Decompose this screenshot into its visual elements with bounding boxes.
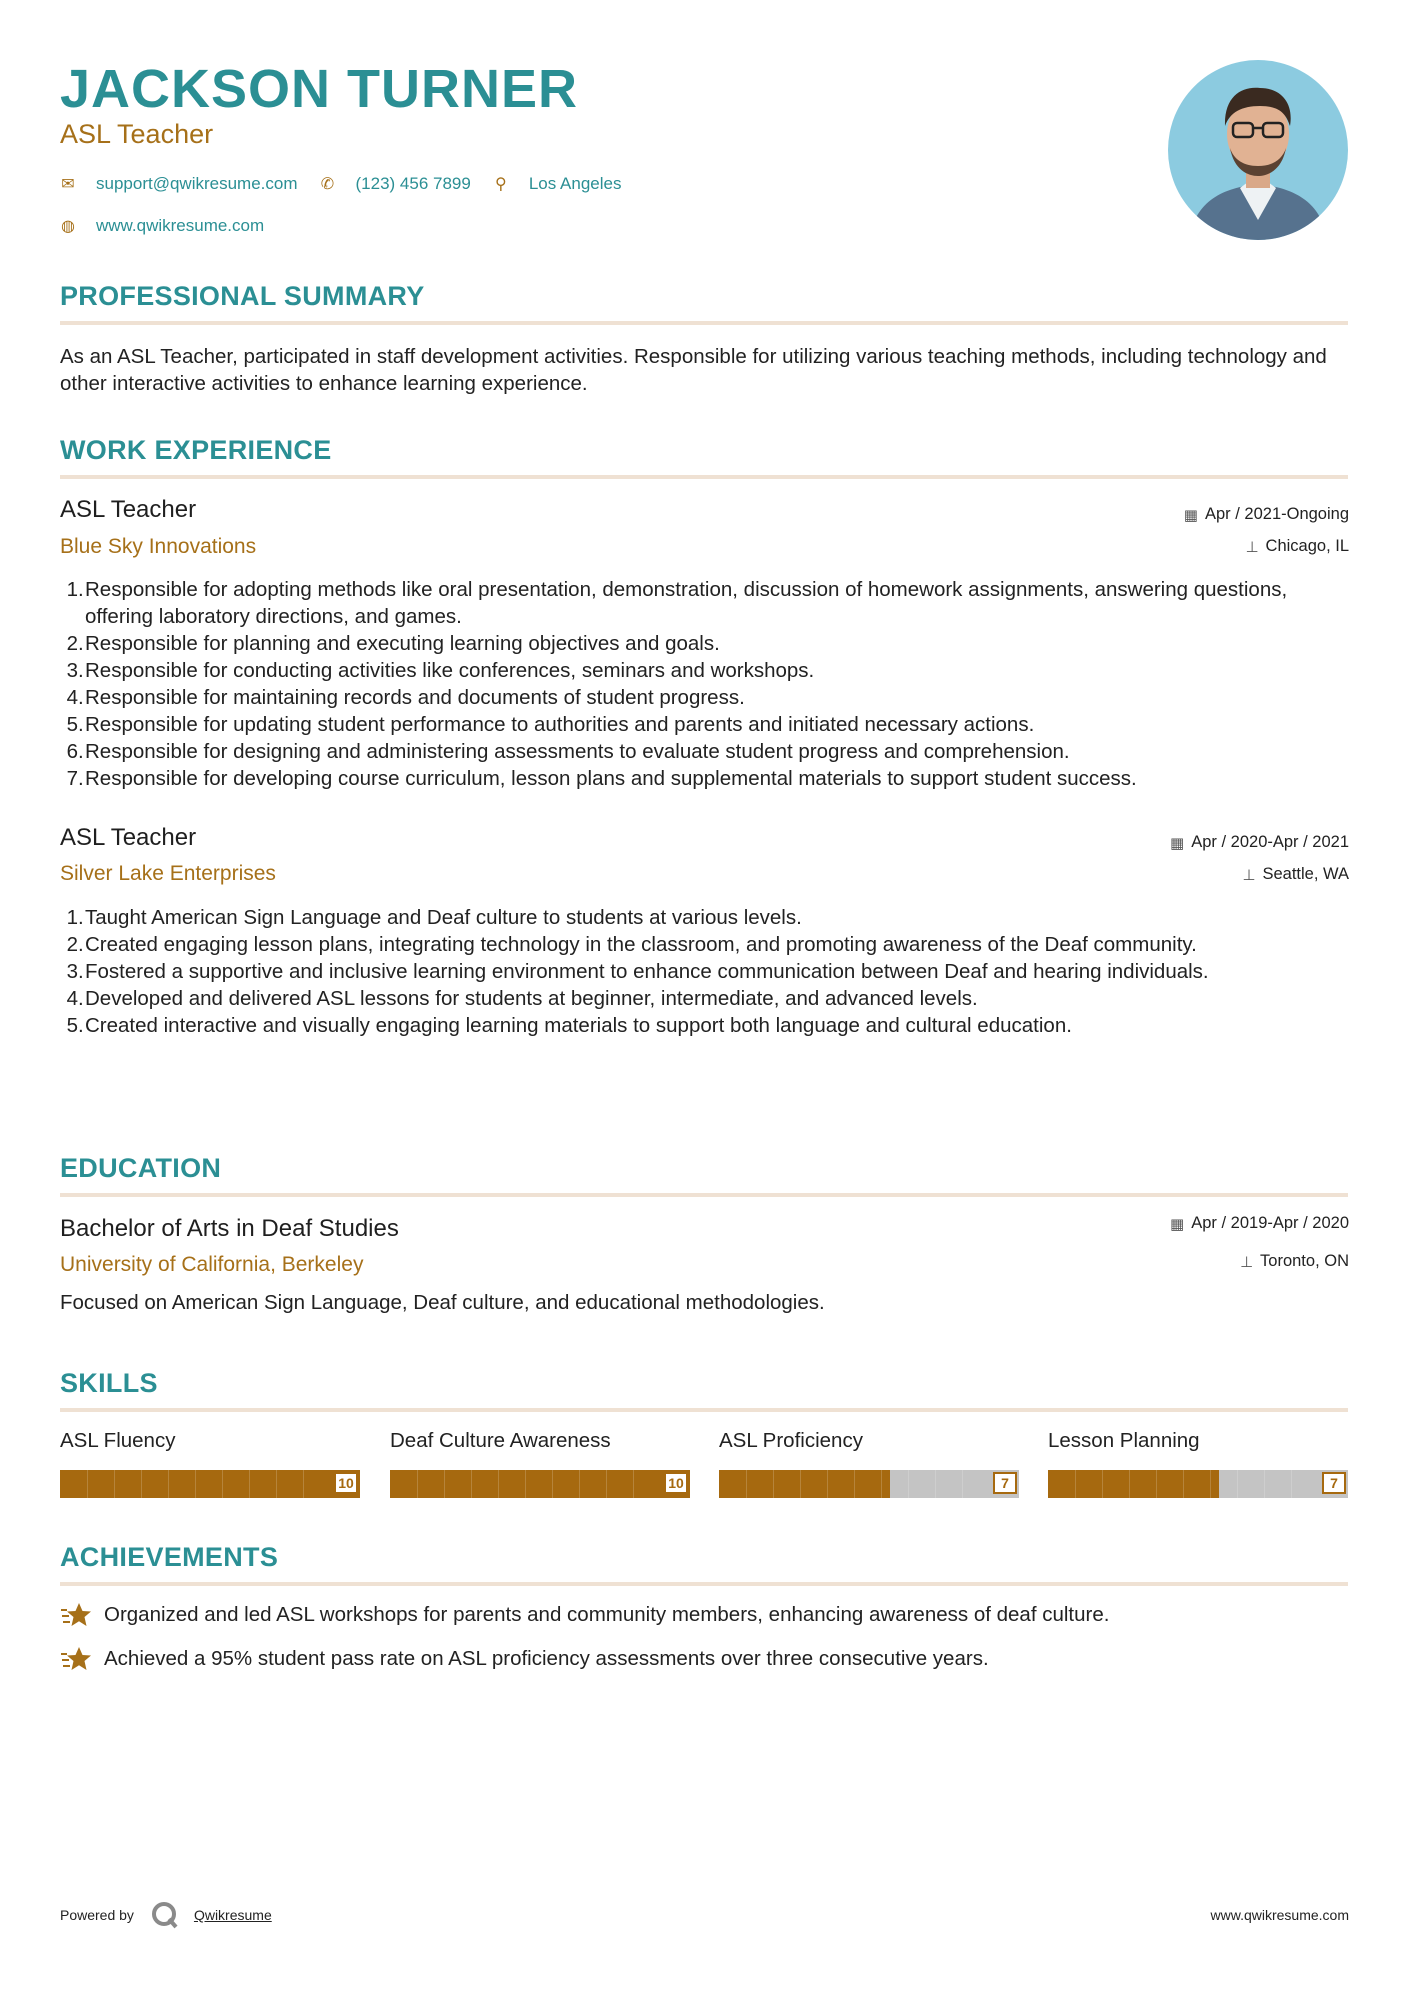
achievements-divider (60, 1582, 1348, 1586)
experience-heading: WORK EXPERIENCE (60, 435, 332, 465)
list-item: 5 . Created interactive and visually engaging learning materials to support both language and cultural education. (66, 1014, 1072, 1037)
skill-bar-segment (1237, 1470, 1238, 1498)
globe-icon: ◍ (61, 218, 75, 235)
job-location (1242, 865, 1349, 884)
skill-item (1048, 1426, 1348, 1498)
list-item: 6 . Responsible for designing and administering assessments to evaluate student progress and comprehension. (66, 740, 1070, 763)
list-item: 3 . Responsible for conducting activities like conferences, seminars and workshops. (66, 659, 815, 682)
list-item: 3 . Fostered a supportive and inclusive learning environment to enhance communication between Deaf and hearing individuals. (66, 960, 1209, 983)
job-date-text: Apr / 2020-Apr / 2021 (1191, 833, 1349, 851)
skill-bar-segment (1156, 1470, 1157, 1498)
skill-item (719, 1426, 1019, 1498)
skill-bar-segment (87, 1470, 88, 1498)
skill-bar-segment (276, 1470, 277, 1498)
skill-bar-segment (1183, 1470, 1184, 1498)
calendar-icon: ▦ (1170, 834, 1185, 852)
skill-name: Deaf Culture Awareness (390, 1429, 611, 1452)
school-name: University of California, Berkeley (60, 1253, 364, 1276)
education-divider (60, 1193, 1348, 1197)
skill-bar-segment (633, 1470, 634, 1498)
achievements-heading: ACHIEVEMENTS (60, 1542, 279, 1572)
list-item: 4 . Developed and delivered ASL lessons for students at beginner, intermediate, and advanced levels. (66, 987, 978, 1010)
skill-name: ASL Fluency (60, 1429, 176, 1452)
phone-text[interactable]: (123) 456 7899 (355, 174, 471, 193)
experience-divider (60, 475, 1348, 479)
skill-bar-segment (1210, 1470, 1211, 1498)
skill-bar-fill (719, 1470, 890, 1498)
summary-heading: PROFESSIONAL SUMMARY (60, 281, 425, 311)
skill-bar-segment (1102, 1470, 1103, 1498)
pushpin-icon: ⊥ (1239, 1253, 1254, 1271)
skill-bar (1048, 1470, 1348, 1498)
skill-bar-segment (444, 1470, 445, 1498)
skills-divider (60, 1408, 1348, 1412)
education-date-text: Apr / 2019-Apr / 2020 (1191, 1214, 1349, 1232)
powered-by-label: Powered by (60, 1907, 134, 1923)
skill-bar-fill (390, 1470, 690, 1498)
skill-bar-segment (827, 1470, 828, 1498)
skill-bar-segment (168, 1470, 169, 1498)
job-location-text: Seattle, WA (1262, 865, 1349, 883)
skill-bar-segment (1129, 1470, 1130, 1498)
skill-bar-segment (746, 1470, 747, 1498)
pushpin-icon: ⊥ (1245, 538, 1259, 556)
list-item: 4 . Responsible for maintaining records and documents of student progress. (66, 686, 745, 709)
skill-bar (719, 1470, 1019, 1498)
job-location (1245, 537, 1349, 556)
list-item: 2 . Created engaging lesson plans, integrating technology in the classroom, and promoting awareness of the Deaf community. (66, 933, 1197, 956)
list-item: 5 . Responsible for updating student performance to authorities and parents and initiated necessary actions. (66, 713, 1035, 736)
education-description: Focused on American Sign Language, Deaf culture, and educational methodologies. (60, 1291, 825, 1314)
skill-name: Lesson Planning (1048, 1429, 1200, 1452)
achievement-item (60, 1645, 989, 1673)
list-item: 2 . Responsible for planning and executing learning objectives and goals. (66, 632, 720, 655)
list-item: 1 . Taught American Sign Language and Deaf culture to students at various levels. (66, 906, 802, 929)
skill-bar (60, 1470, 360, 1498)
website-link[interactable]: www.qwikresume.com (96, 216, 265, 235)
candidate-name: JACKSON TURNER (60, 59, 579, 119)
job-location-text: Chicago, IL (1265, 537, 1349, 555)
skill-bar-segment (114, 1470, 115, 1498)
footer-website-link[interactable]: www.qwikresume.com (1210, 1907, 1349, 1923)
job-duties-list (60, 904, 1350, 1039)
skill-bar-segment (303, 1470, 304, 1498)
contact-row (60, 172, 643, 196)
skill-score: 7 (993, 1472, 1017, 1494)
location-text: Los Angeles (528, 174, 622, 193)
pushpin-icon: ⊥ (1242, 866, 1256, 884)
skill-bar-segment (498, 1470, 499, 1498)
qwikresume-link[interactable]: Qwikresume (193, 1907, 272, 1923)
skill-bar-segment (935, 1470, 936, 1498)
degree-title: Bachelor of Arts in Deaf Studies (60, 1215, 399, 1242)
profile-avatar-icon (1168, 60, 1348, 240)
skill-bar-segment (249, 1470, 250, 1498)
job-title: ASL Teacher (60, 496, 197, 523)
job-company: Silver Lake Enterprises (60, 862, 276, 885)
job-date-text: Apr / 2021-Ongoing (1204, 505, 1349, 523)
star-achievement-icon (60, 1645, 92, 1673)
calendar-icon: ▦ (1183, 506, 1198, 524)
footer-powered-by (60, 1900, 272, 1930)
skill-bar-segment (579, 1470, 580, 1498)
calendar-icon: ▦ (1170, 1215, 1185, 1233)
skill-bar-segment (908, 1470, 909, 1498)
skill-bar (390, 1470, 690, 1498)
education-location-text: Toronto, ON (1260, 1252, 1349, 1270)
skill-bar-segment (1291, 1470, 1292, 1498)
phone-icon: ✆ (320, 176, 335, 193)
job-date (1184, 505, 1349, 524)
skill-name: ASL Proficiency (719, 1429, 863, 1452)
skill-bar-segment (881, 1470, 882, 1498)
skill-bar-segment (222, 1470, 223, 1498)
skill-bar-segment (1075, 1470, 1076, 1498)
list-item: 1 . Responsible for adopting methods like oral presentation, demonstration, discussion of homework assignments, answering questions, offering laboratory directions, and games. (66, 578, 1288, 628)
skill-bar-segment (854, 1470, 855, 1498)
skill-score: 10 (334, 1472, 358, 1494)
skill-bar-segment (606, 1470, 607, 1498)
skill-bar-segment (773, 1470, 774, 1498)
skill-bar-fill (1048, 1470, 1219, 1498)
skill-score: 7 (1322, 1472, 1346, 1494)
profile-photo (1168, 60, 1348, 240)
skill-bar-segment (417, 1470, 418, 1498)
job-date (1170, 833, 1349, 852)
achievement-text: Achieved a 95% student pass rate on ASL proficiency assessments over three consecutive years. (104, 1647, 989, 1670)
education-date (1170, 1214, 1349, 1233)
skill-bar-segment (141, 1470, 142, 1498)
job-company: Blue Sky Innovations (60, 535, 257, 558)
skill-bar-segment (525, 1470, 526, 1498)
achievement-item (60, 1601, 1109, 1629)
location-pin-icon: ⚲ (494, 176, 507, 193)
skill-score: 10 (664, 1472, 688, 1494)
skill-bar-segment (800, 1470, 801, 1498)
skill-bar-segment (552, 1470, 553, 1498)
job-duties-list (60, 576, 1350, 792)
skill-bar-segment (195, 1470, 196, 1498)
education-location (1240, 1252, 1349, 1271)
summary-divider (60, 321, 1348, 325)
skill-item (390, 1426, 690, 1498)
email-link[interactable]: support@qwikresume.com (96, 174, 298, 193)
skill-bar-fill (60, 1470, 360, 1498)
list-item: 7 . Responsible for developing course curriculum, lesson plans and supplemental materials to support student success. (66, 767, 1137, 790)
skill-item (60, 1426, 360, 1498)
education-heading: EDUCATION (60, 1153, 222, 1183)
email-icon: ✉ (61, 176, 75, 193)
website-row (60, 214, 286, 238)
star-achievement-icon (60, 1601, 92, 1629)
skill-bar-segment (962, 1470, 963, 1498)
skills-heading: SKILLS (60, 1368, 158, 1398)
skill-bar-segment (471, 1470, 472, 1498)
skill-bar-segment (1264, 1470, 1265, 1498)
qwikresume-logo-icon (150, 1900, 180, 1930)
job-title: ASL Teacher (60, 824, 197, 851)
candidate-role: ASL Teacher (60, 119, 214, 149)
summary-text: As an ASL Teacher, participated in staff development activities. Responsible for utilizing various teaching methods, including technology and other interactive activities to enhance learning experience. (60, 345, 1327, 395)
achievement-text: Organized and led ASL workshops for parents and community members, enhancing awareness of deaf culture. (104, 1603, 1110, 1626)
